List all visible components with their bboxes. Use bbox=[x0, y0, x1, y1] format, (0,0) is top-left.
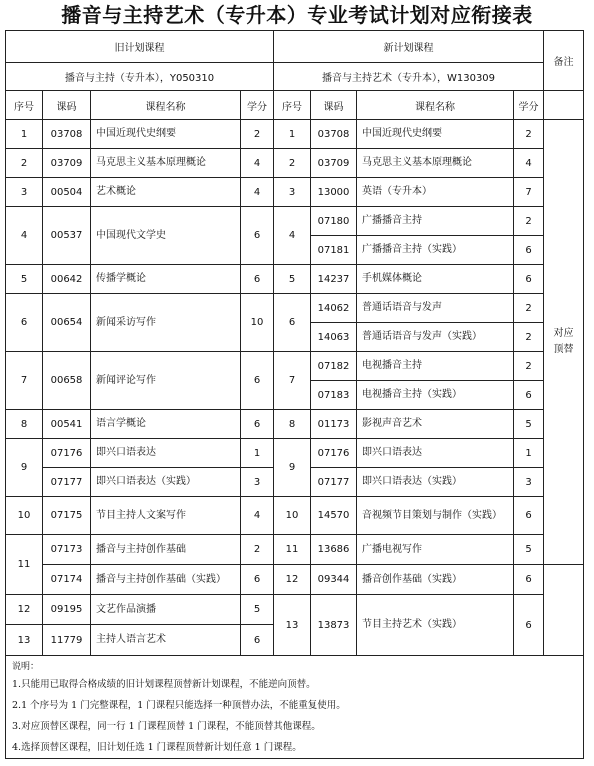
old-seq: 1 bbox=[6, 120, 43, 149]
page-title: 播音与主持艺术（专升本）专业考试计划对应衔接表 bbox=[61, 3, 533, 27]
old-course-name: 文艺作品演播 bbox=[91, 595, 241, 625]
old-code: 00654 bbox=[43, 294, 91, 352]
new-seq: 12 bbox=[274, 565, 311, 595]
new-course-name: 广播电视写作 bbox=[357, 535, 514, 565]
old-seq: 11 bbox=[6, 535, 43, 595]
note-item: 2.1 个序号为 1 门完整课程，1 门课程只能选择一种顶替办法，不能重复使用。 bbox=[12, 700, 346, 711]
old-code: 00537 bbox=[43, 207, 91, 265]
old-seq: 6 bbox=[6, 294, 43, 352]
old-credits: 6 bbox=[241, 352, 274, 410]
new-credits: 2 bbox=[514, 294, 544, 323]
new-code: 07180 bbox=[311, 207, 357, 236]
col-header-credits: 学分 bbox=[241, 91, 274, 120]
new-course-name: 英语（专升本） bbox=[357, 178, 514, 207]
old-code: 09195 bbox=[43, 595, 91, 625]
old-credits: 3 bbox=[241, 468, 274, 497]
new-program-name: 播音与主持艺术（专升本），W130309 bbox=[274, 63, 544, 91]
old-credits: 10 bbox=[241, 294, 274, 352]
old-code: 07177 bbox=[43, 468, 91, 497]
col-header-name: 课程名称 bbox=[91, 91, 241, 120]
old-credits: 4 bbox=[241, 178, 274, 207]
old-credits: 6 bbox=[241, 565, 274, 595]
old-code: 07175 bbox=[43, 497, 91, 535]
new-course-name: 节目主持艺术（实践） bbox=[357, 595, 514, 656]
old-code: 00642 bbox=[43, 265, 91, 294]
old-course-name: 新闻评论写作 bbox=[91, 352, 241, 410]
col-header-code: 课码 bbox=[43, 91, 91, 120]
remark-correspond bbox=[544, 120, 584, 565]
new-code: 14063 bbox=[311, 323, 357, 352]
old-course-name: 新闻采访写作 bbox=[91, 294, 241, 352]
new-credits: 6 bbox=[514, 497, 544, 535]
new-seq: 11 bbox=[274, 535, 311, 565]
new-credits: 2 bbox=[514, 323, 544, 352]
new-seq: 13 bbox=[274, 595, 311, 656]
new-code: 13686 bbox=[311, 535, 357, 565]
new-code: 07183 bbox=[311, 381, 357, 410]
old-program-name: 播音与主持（专升本），Y050310 bbox=[6, 63, 274, 91]
old-credits: 6 bbox=[241, 410, 274, 439]
old-course-name: 中国近现代史纲要 bbox=[91, 120, 241, 149]
new-code: 14570 bbox=[311, 497, 357, 535]
old-course-name: 主持人语言艺术 bbox=[91, 625, 241, 656]
col-header-remarks-blank bbox=[544, 91, 584, 120]
old-credits: 6 bbox=[241, 625, 274, 656]
new-seq: 5 bbox=[274, 265, 311, 294]
old-credits: 2 bbox=[241, 535, 274, 565]
new-credits: 2 bbox=[514, 207, 544, 236]
new-course-name: 广播播音主持（实践） bbox=[357, 236, 514, 265]
new-credits: 2 bbox=[514, 120, 544, 149]
old-seq: 4 bbox=[6, 207, 43, 265]
new-credits: 6 bbox=[514, 236, 544, 265]
col-header-name: 课程名称 bbox=[357, 91, 514, 120]
new-seq: 3 bbox=[274, 178, 311, 207]
new-seq: 8 bbox=[274, 410, 311, 439]
old-seq: 3 bbox=[6, 178, 43, 207]
new-course-name: 马克思主义基本原理概论 bbox=[357, 149, 514, 178]
old-course-name: 节目主持人文案写作 bbox=[91, 497, 241, 535]
col-header-credits: 学分 bbox=[514, 91, 544, 120]
note-item: 4.选择顶替区课程，旧计划任选 1 门课程顶替新计划任意 1 门课程。 bbox=[12, 742, 302, 753]
old-credits: 5 bbox=[241, 595, 274, 625]
new-code: 07181 bbox=[311, 236, 357, 265]
new-course-name: 普通话语音与发声（实践） bbox=[357, 323, 514, 352]
old-code: 07174 bbox=[43, 565, 91, 595]
old-credits: 6 bbox=[241, 207, 274, 265]
new-course-name: 普通话语音与发声 bbox=[357, 294, 514, 323]
remark-line: 对应 bbox=[553, 328, 574, 339]
note-item: 1.只能用已取得合格成绩的旧计划课程顶替新计划课程，不能逆向顶替。 bbox=[12, 679, 316, 690]
new-code: 07177 bbox=[311, 468, 357, 497]
new-seq: 9 bbox=[274, 439, 311, 497]
new-course-name: 广播播音主持 bbox=[357, 207, 514, 236]
new-seq: 4 bbox=[274, 207, 311, 265]
new-seq: 10 bbox=[274, 497, 311, 535]
new-code: 13000 bbox=[311, 178, 357, 207]
old-seq: 12 bbox=[6, 595, 43, 625]
new-course-name: 即兴口语表达（实践） bbox=[357, 468, 514, 497]
old-code: 03709 bbox=[43, 149, 91, 178]
notes-section bbox=[6, 656, 584, 759]
new-credits: 6 bbox=[514, 565, 544, 595]
old-code: 00541 bbox=[43, 410, 91, 439]
old-course-name: 马克思主义基本原理概论 bbox=[91, 149, 241, 178]
new-course-name: 手机媒体概论 bbox=[357, 265, 514, 294]
old-course-name: 传播学概论 bbox=[91, 265, 241, 294]
new-credits: 6 bbox=[514, 381, 544, 410]
col-header-code: 课码 bbox=[311, 91, 357, 120]
old-seq: 5 bbox=[6, 265, 43, 294]
col-header-seq: 序号 bbox=[6, 91, 43, 120]
old-code: 07173 bbox=[43, 535, 91, 565]
old-course-name: 即兴口语表达（实践） bbox=[91, 468, 241, 497]
old-seq: 8 bbox=[6, 410, 43, 439]
table-body bbox=[6, 31, 584, 759]
course-mapping-table bbox=[5, 30, 584, 759]
new-code: 14237 bbox=[311, 265, 357, 294]
new-credits: 6 bbox=[514, 265, 544, 294]
old-seq: 2 bbox=[6, 149, 43, 178]
new-credits: 7 bbox=[514, 178, 544, 207]
old-credits: 2 bbox=[241, 120, 274, 149]
old-code: 11779 bbox=[43, 625, 91, 656]
old-code: 03708 bbox=[43, 120, 91, 149]
new-seq: 7 bbox=[274, 352, 311, 410]
old-credits: 4 bbox=[241, 149, 274, 178]
new-credits: 5 bbox=[514, 410, 544, 439]
remark-line: 顶替 bbox=[553, 344, 574, 355]
old-course-name: 即兴口语表达 bbox=[91, 439, 241, 468]
new-course-name: 电视播音主持（实践） bbox=[357, 381, 514, 410]
old-seq: 13 bbox=[6, 625, 43, 656]
new-credits: 3 bbox=[514, 468, 544, 497]
old-credits: 4 bbox=[241, 497, 274, 535]
new-code: 03708 bbox=[311, 120, 357, 149]
new-credits: 4 bbox=[514, 149, 544, 178]
new-course-name: 影视声音艺术 bbox=[357, 410, 514, 439]
new-credits: 1 bbox=[514, 439, 544, 468]
old-course-name: 语言学概论 bbox=[91, 410, 241, 439]
new-seq: 2 bbox=[274, 149, 311, 178]
old-seq: 9 bbox=[6, 439, 43, 497]
new-seq: 6 bbox=[274, 294, 311, 352]
new-code: 01173 bbox=[311, 410, 357, 439]
new-code: 13873 bbox=[311, 595, 357, 656]
notes-title: 说明： bbox=[12, 662, 40, 672]
new-course-name: 中国近现代史纲要 bbox=[357, 120, 514, 149]
old-code: 00504 bbox=[43, 178, 91, 207]
new-code: 07182 bbox=[311, 352, 357, 381]
old-course-name: 艺术概论 bbox=[91, 178, 241, 207]
new-code: 14062 bbox=[311, 294, 357, 323]
old-code: 07176 bbox=[43, 439, 91, 468]
old-course-name: 播音与主持创作基础 bbox=[91, 535, 241, 565]
new-plan-header: 新计划课程 bbox=[274, 31, 544, 63]
remarks-header: 备注 bbox=[544, 31, 584, 91]
old-course-name: 播音与主持创作基础（实践） bbox=[91, 565, 241, 595]
old-plan-header: 旧计划课程 bbox=[6, 31, 274, 63]
new-code: 03709 bbox=[311, 149, 357, 178]
new-course-name: 即兴口语表达 bbox=[357, 439, 514, 468]
note-item: 3.对应顶替区课程，同一行 1 门课程顶替 1 门课程，不能顶替其他课程。 bbox=[12, 721, 321, 732]
col-header-seq: 序号 bbox=[274, 91, 311, 120]
new-credits: 6 bbox=[514, 595, 544, 656]
old-course-name: 中国现代文学史 bbox=[91, 207, 241, 265]
new-course-name: 电视播音主持 bbox=[357, 352, 514, 381]
old-credits: 6 bbox=[241, 265, 274, 294]
old-seq: 7 bbox=[6, 352, 43, 410]
new-credits: 2 bbox=[514, 352, 544, 381]
new-credits: 5 bbox=[514, 535, 544, 565]
new-code: 09344 bbox=[311, 565, 357, 595]
new-seq: 1 bbox=[274, 120, 311, 149]
old-seq: 10 bbox=[6, 497, 43, 535]
new-course-name: 音视频节目策划与制作（实践） bbox=[357, 497, 514, 535]
old-credits: 1 bbox=[241, 439, 274, 468]
old-code: 00658 bbox=[43, 352, 91, 410]
new-course-name: 播音创作基础（实践） bbox=[357, 565, 514, 595]
new-code: 07176 bbox=[311, 439, 357, 468]
